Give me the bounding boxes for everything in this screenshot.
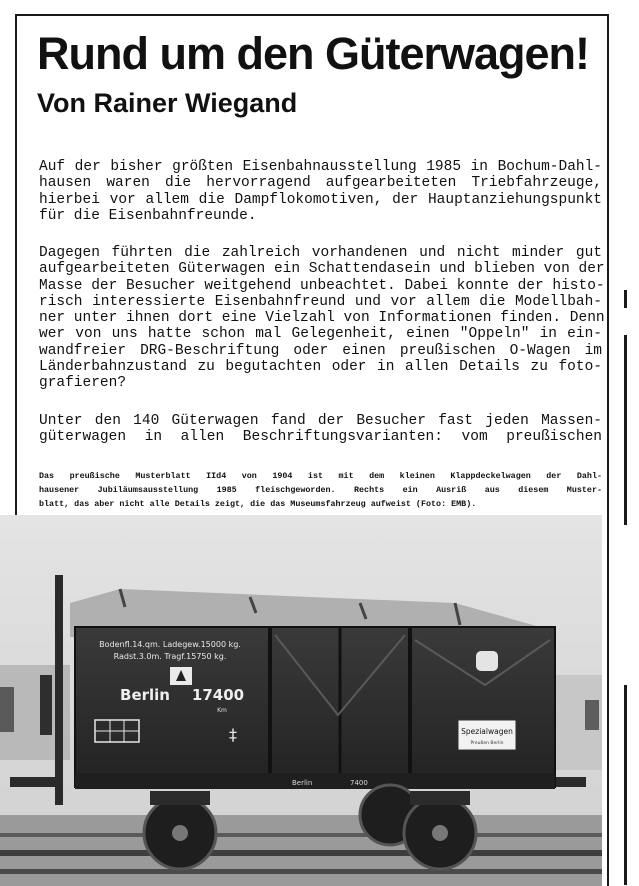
wagon-sill-number: 7400 xyxy=(350,779,368,787)
buffer xyxy=(556,777,586,787)
text-line: aufgearbeiteten Güterwagen ein Schattendasein und blieben von der xyxy=(39,261,605,278)
railway-emblem-icon xyxy=(476,651,498,671)
page-edge-mark xyxy=(624,290,627,308)
caption-line: Das preußische Musterblatt IId4 von 1904 ist mit dem kleinen Klappdeckelwagen der Dahl- xyxy=(39,471,602,481)
text-line: risch interessierte Eisenbahnfreund und vor allem die Modellbah- xyxy=(39,293,602,310)
article-title: Rund um den Güterwagen! xyxy=(37,28,590,79)
page-edge-mark xyxy=(624,685,627,885)
page-edge-mark xyxy=(624,335,627,525)
wagon-number-text: 17400 xyxy=(191,686,245,704)
rail xyxy=(0,869,602,874)
wagon-photo xyxy=(0,515,602,886)
text-line: Dagegen führten die zahlreich vorhandenen und nicht minder gut xyxy=(39,245,602,261)
text-line: Länderbahnzustand zu begutachten oder in allen Details zu foto- xyxy=(39,359,602,376)
caption-line: blatt, das aber nicht alle Details zeigt, die das Museumsfahrzeug aufweist (Foto: EMB). xyxy=(39,499,477,510)
text-line: hausen waren die hervorragend aufgearbeiteten Triebfahrzeuge, xyxy=(39,175,602,192)
article-author: Von Rainer Wiegand xyxy=(37,88,298,118)
wagon-board-sub-text: Preußen Berlin xyxy=(470,741,504,746)
wagon-sill-text: Berlin xyxy=(292,779,313,787)
wagon-unit-text: Km xyxy=(217,707,227,714)
buffer xyxy=(10,777,55,787)
wagon-spec-text: Radst.3.0m. Tragf.15750 kg. xyxy=(113,652,227,661)
photo-caption xyxy=(39,469,602,512)
wagon-end-frame xyxy=(55,575,63,805)
paragraph-2 xyxy=(39,245,605,392)
text-line: Masse der Besucher weitgehend unbeachtet. Dabei konnte der histo- xyxy=(39,277,605,294)
wagon-photo-graphic xyxy=(0,515,602,886)
text-line: Auf der bisher größten Eisenbahnausstellung 1985 in Bochum-Dahl- xyxy=(39,159,602,175)
text-line: wandfreier DRG-Beschriftung oder einen preußischen O-Wagen im xyxy=(39,342,602,359)
cross-mark-icon: ‡ xyxy=(229,725,237,744)
rail xyxy=(0,850,602,856)
caption-line: hausener Jubiläumsausstellung 1985 fleischgeworden. Rechts ein Ausriß aus diesem Muster- xyxy=(39,485,602,496)
axle-box xyxy=(150,791,210,805)
wagon-spec-text: Bodenfl.14.qm. Ladegew.15000 kg. xyxy=(99,640,241,649)
wagon-board-text: Spezialwagen xyxy=(461,727,513,736)
paragraph-3 xyxy=(39,413,602,446)
text-line: Unter den 140 Güterwagen fand der Besucher fast jeden Massen- xyxy=(39,413,602,429)
text-line: grafieren? xyxy=(39,375,127,392)
text-line: wer von uns hatte schon mal Gelegenheit, einen "Oppeln" in ein- xyxy=(39,326,602,343)
text-line: hierbei vor allem die Dampflokomotiven, der Hauptanziehungspunkt xyxy=(39,191,602,208)
paragraph-1 xyxy=(39,159,602,224)
wagon-sole-bar xyxy=(75,773,555,789)
wagon-city-text: Berlin xyxy=(120,686,170,704)
text-line: ner unter ihnen dort eine Vielzahl von Informationen finden. Denn xyxy=(39,310,605,327)
text-line: güterwagen in allen Beschriftungsvarianten: vom preußischen xyxy=(39,429,602,446)
axle-box xyxy=(410,791,470,805)
text-line: für die Eisenbahnfreunde. xyxy=(39,207,257,224)
